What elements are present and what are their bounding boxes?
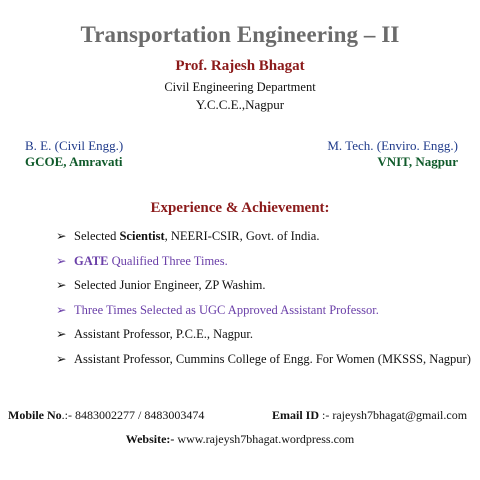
item-text: Selected	[74, 229, 120, 243]
email-label: Email ID	[272, 408, 320, 422]
list-item	[56, 249, 471, 274]
mobile-label: Mobile No	[8, 408, 62, 422]
website-link[interactable]: www.rajeysh7bhagat.wordpress.com	[174, 432, 355, 446]
item-text: Qualified Three Times.	[108, 253, 228, 268]
mobile-contact	[8, 408, 204, 423]
qualification-college: VNIT, Nagpur	[377, 154, 458, 169]
item-text: Selected Junior Engineer, ZP Washim.	[74, 278, 266, 292]
arrow-bullet-icon: ➢	[56, 351, 67, 366]
item-text: Assistant Professor, P.C.E., Nagpur.	[74, 327, 254, 341]
qualification-college: GCOE, Amravati	[25, 154, 123, 169]
section-heading: Experience & Achievement:	[150, 200, 330, 216]
achievement-list	[56, 224, 471, 371]
qualification-degree: B. E. (Civil Engg.)	[25, 138, 124, 153]
page-title: Transportation Engineering – II	[80, 22, 400, 47]
item-text: Three Times Selected as UGC Approved Assistant Professor.	[74, 302, 379, 317]
arrow-bullet-icon: ➢	[56, 278, 67, 292]
list-item	[56, 273, 471, 298]
item-emphasis: Scientist	[119, 229, 165, 243]
arrow-bullet-icon: ➢	[56, 302, 67, 317]
website-contact	[0, 432, 480, 447]
qualification-degree: M. Tech. (Enviro. Engg.)	[327, 138, 458, 153]
arrow-bullet-icon: ➢	[56, 229, 67, 243]
website-label: Website:-	[125, 432, 175, 446]
qualification-be	[25, 138, 123, 170]
email-contact	[272, 408, 467, 423]
arrow-bullet-icon: ➢	[56, 327, 67, 341]
professor-name: Prof. Rajesh Bhagat	[175, 58, 305, 74]
mobile-separator: .:-	[61, 408, 76, 422]
item-text: , NEERI-CSIR, Govt. of India.	[164, 229, 320, 243]
arrow-bullet-icon: ➢	[56, 253, 67, 268]
qualification-mtech	[327, 138, 458, 170]
list-item	[56, 298, 471, 323]
institute: Y.C.C.E.,Nagpur	[195, 97, 285, 112]
list-item	[56, 347, 471, 372]
email-value[interactable]: rajeysh7bhagat@gmail.com	[332, 408, 468, 422]
list-item	[56, 224, 471, 249]
item-text: Assistant Professor, Cummins College of Engg. For Women (MKSSS, Nagpur)	[74, 351, 471, 366]
email-separator: :-	[319, 408, 333, 422]
mobile-value: 8483002277 / 8483003474	[75, 408, 205, 422]
list-item	[56, 322, 471, 347]
item-emphasis: GATE	[74, 253, 109, 268]
department: Civil Engineering Department	[164, 80, 316, 94]
